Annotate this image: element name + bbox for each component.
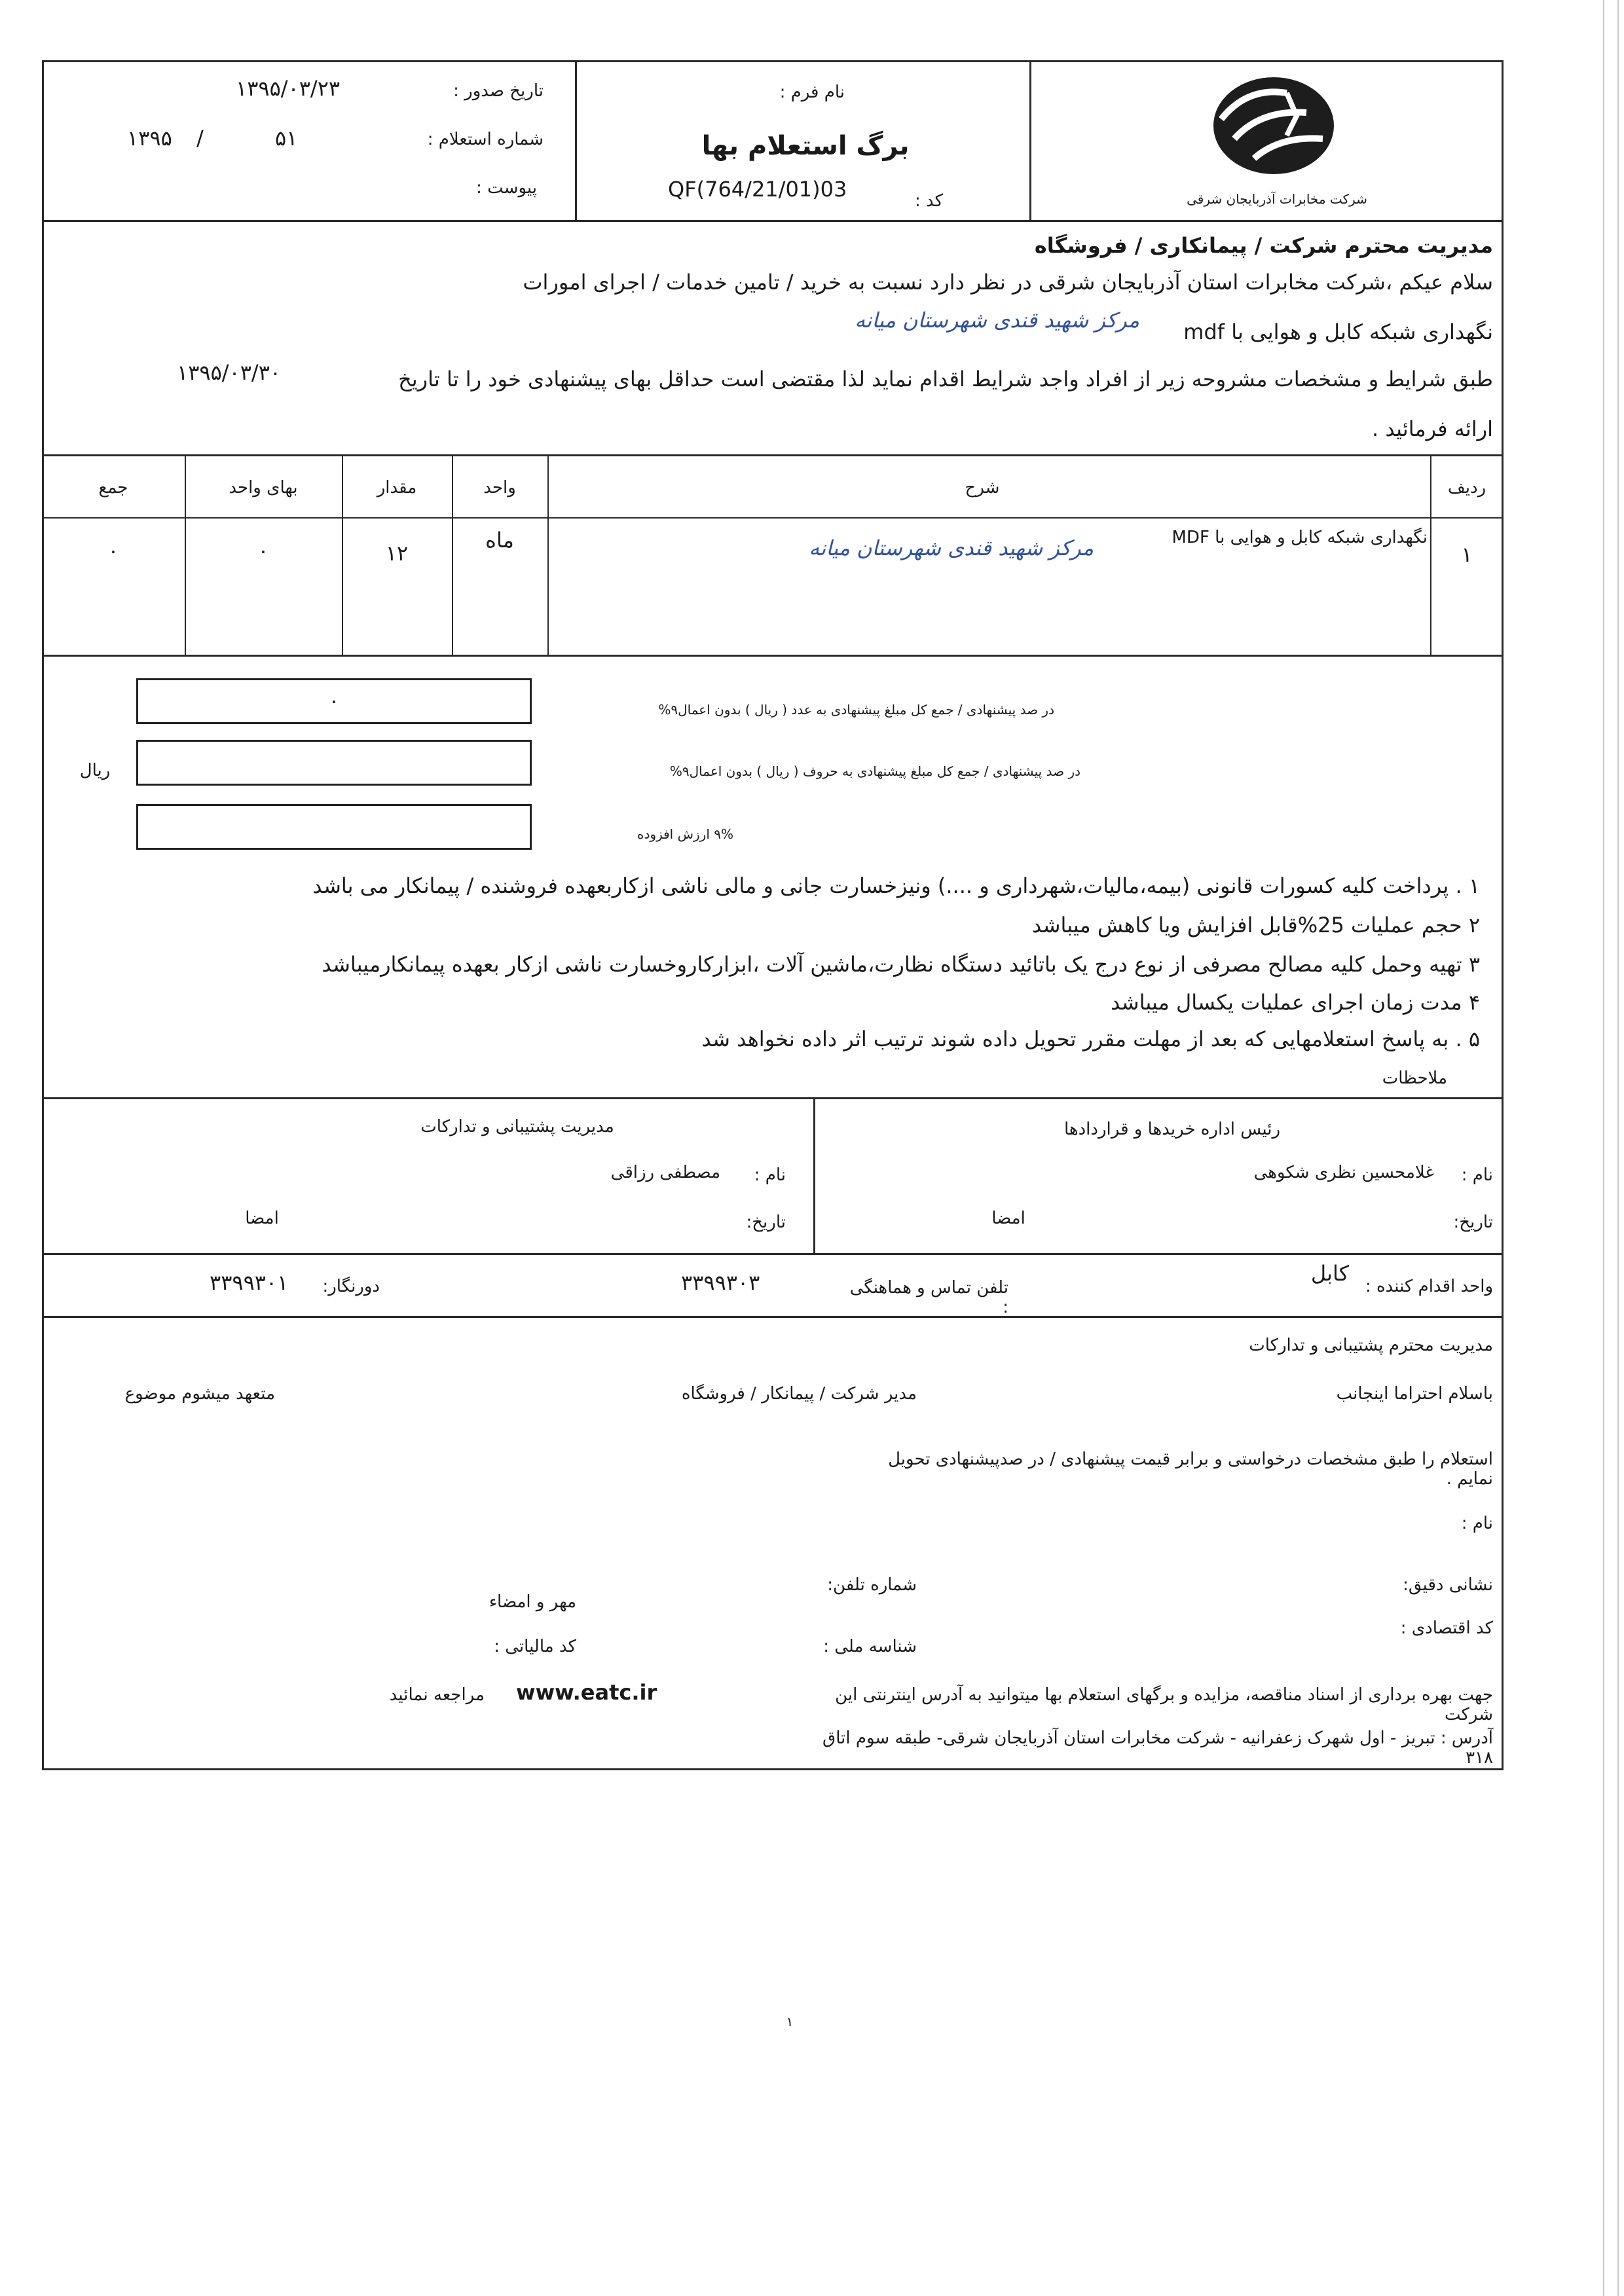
condition-2 — [249, 913, 1480, 938]
inquiry-number-part2: ۱۳۹۵ — [127, 126, 172, 151]
condition-3 — [249, 952, 1480, 977]
condition-1-number: ۱ — [1468, 873, 1480, 898]
condition-4 — [249, 990, 1480, 1015]
sign-left-sign-label: امضا — [245, 1209, 279, 1228]
reply-website-link[interactable]: www.eatc.ir — [516, 1680, 657, 1705]
reply-address-label: نشانی دقیق: — [1403, 1575, 1493, 1595]
company-logo — [1208, 73, 1339, 178]
table-header-rule — [42, 517, 1504, 519]
sign-left-name-label: نام : — [754, 1165, 786, 1185]
header-bottom-rule — [42, 220, 1504, 222]
signature-bottom-rule — [42, 1253, 1504, 1255]
reply-phone-label: شماره تلفن: — [827, 1575, 917, 1595]
td-quantity: ۱۲ — [385, 541, 409, 566]
condition-2-text: حجم عملیات 25%قابل افزایش ویا کاهش میباشد — [1031, 913, 1462, 938]
td-unit-price: ۰ — [257, 538, 269, 563]
intro-line1: سلام عیکم ،شرکت مخابرات استان آذربایجان شرقی در نظر دارد نسبت به خرید / تامین خدمات / اجرای امورات — [523, 270, 1493, 295]
signature-divider — [813, 1097, 815, 1253]
intro-line2: نگهداری شبکه کابل و هوایی با mdf — [1183, 319, 1493, 344]
sign-right-sign-label: امضا — [991, 1209, 1025, 1228]
form-title: برگ استعلام بها — [701, 131, 910, 161]
reply-commit: متعهد میشوم موضوع — [124, 1384, 275, 1404]
intro-deadline-date: ۱۳۹۵/۰۳/۳۰ — [177, 360, 282, 385]
inquiry-number-part1: ۵۱ — [275, 126, 298, 151]
table-col-divider — [1430, 454, 1431, 655]
page-number: ۱ — [786, 2014, 794, 2030]
td-description: نگهداری شبکه کابل و هوایی با MDF — [1172, 528, 1428, 547]
inquiry-number-separator: / — [196, 126, 204, 151]
th-row: ردیف — [1447, 478, 1486, 498]
form-name-label: نام فرم : — [779, 82, 845, 102]
scan-edge-line — [1617, 0, 1619, 2296]
company-name: شرکت مخابرات آذربایجان شرقی — [1187, 191, 1367, 207]
offer-vat-label: ۹% ارزش افزوده — [637, 826, 733, 842]
header-divider-left — [575, 60, 577, 221]
table-col-divider — [547, 454, 549, 655]
contact-unit-label: واحد اقدام کننده : — [1365, 1277, 1493, 1296]
form-code-value: QF(764/21/01)03 — [668, 177, 847, 202]
condition-5-text: . به پاسخ استعلامهایی که بعد از مهلت مقرر تحویل داده شوند ترتیب اثر داده نخواهد شد — [701, 1027, 1462, 1051]
header-divider-right — [1029, 60, 1031, 221]
contact-fax-value: ۳۳۹۹۳۰۱ — [210, 1270, 289, 1295]
table-top-rule — [42, 454, 1504, 456]
inquiry-number-label: شماره استعلام : — [427, 130, 544, 149]
issue-date-label: تاریخ صدور : — [453, 81, 544, 101]
condition-1-text: . پرداخت کلیه کسورات قانونی (بیمه،مالیات،شهرداری و ....) ونیزخسارت جانی و مالی ناشی ازکاربعهده فروشنده / پیمانکار می باشد — [312, 873, 1462, 898]
reply-top-rule — [42, 1316, 1504, 1318]
td-description-handwritten: مرکز شهید قندی شهرستان میانه — [809, 536, 1094, 560]
condition-4-text: مدت زمان اجرای عملیات یکسال میباشد — [1110, 990, 1462, 1015]
contact-unit-value: کابل — [1310, 1261, 1349, 1286]
offer-words-label: در صد پیشنهادی / جمع کل مبلغ پیشنهادی به حروف ( ریال ) بدون اعمال۹% — [669, 763, 1080, 779]
offer-numeric-label: در صد پیشنهادی / جمع کل مبلغ پیشنهادی به عدد ( ریال ) بدون اعمال۹% — [658, 702, 1054, 718]
reply-address: آدرس : تبریز - اول شهرک زعفرانیه - شرکت مخابرات استان آذربایجان شرقی- طبقه سوم اتاق ۳۱۸ — [822, 1728, 1493, 1768]
reply-body: استعلام را طبق مشخصات درخواستی و برابر قیمت پیشنهادی / در صدپیشنهادی تحویل نمایم . — [888, 1449, 1493, 1489]
notes-label: ملاحظات — [1382, 1068, 1447, 1088]
reply-national-id-label: شناسه ملی : — [823, 1637, 917, 1656]
reply-greeting: باسلام احتراما اینجانب — [1336, 1384, 1493, 1404]
signature-top-rule — [42, 1097, 1504, 1099]
sign-right-name-label: نام : — [1461, 1165, 1493, 1185]
offer-numeric-box[interactable] — [136, 678, 532, 724]
sign-left-name: مصطفی رزاقی — [610, 1163, 720, 1182]
scan-edge-line — [1603, 0, 1604, 2296]
th-unit-price: بهای واحد — [229, 478, 298, 498]
td-total: ۰ — [107, 538, 119, 563]
th-unit: واحد — [483, 478, 516, 498]
td-unit: ماه — [485, 528, 514, 553]
intro-line3: طبق شرایط و مشخصات مشروحه زیر از افراد واجد شرایط اقدام نماید لذا مقتضی است حداقل بهای پیشنهادی خود را تا تاریخ — [398, 367, 1493, 392]
sign-left-date-label: تاریخ: — [746, 1212, 786, 1232]
condition-4-number: ۴ — [1468, 990, 1480, 1015]
condition-3-text: تهیه وحمل کلیه مصالح مصرفی از نوع درج یک باتائید دستگاه نظارت،ماشین آلات ،ابزارکاروخسارت ناشی ازکار بعهده پیمانکارمیباشد — [322, 952, 1462, 977]
td-row: ۱ — [1461, 542, 1473, 567]
reply-web-text: جهت بهره برداری از اسناد مناقصه، مزایده و برگهای استعلام بها میتوانید به آدرس اینترنتی این شرکت — [835, 1685, 1493, 1724]
condition-5-number: ۵ — [1468, 1027, 1480, 1051]
th-description: شرح — [965, 478, 1000, 498]
reply-refer-text: مراجعه نمائید — [389, 1685, 485, 1705]
intro-line4: ارائه فرمائید . — [1371, 416, 1493, 441]
condition-1 — [249, 873, 1480, 898]
offer-words-box[interactable] — [136, 740, 532, 786]
reply-seal-label: مهر و امضاء — [489, 1592, 576, 1612]
attachment-label: پیوست : — [476, 178, 537, 198]
th-total: جمع — [98, 478, 128, 498]
sign-right-date-label: تاریخ: — [1453, 1212, 1493, 1232]
intro-handwritten-location: مرکز شهید قندی شهرستان میانه — [855, 308, 1139, 333]
sign-right-name: غلامحسین نظری شکوهی — [1253, 1163, 1434, 1182]
condition-5 — [249, 1027, 1480, 1051]
th-quantity: مقدار — [377, 478, 417, 498]
issue-date-value: ۱۳۹۵/۰۳/۲۳ — [236, 76, 341, 101]
sign-left-title: مدیریت پشتیبانی و تدارکات — [420, 1117, 614, 1137]
sign-right-title: رئیس اداره خریدها و قراردادها — [1063, 1120, 1281, 1139]
form-code-label: کد : — [914, 191, 943, 211]
reply-addressee: مدیریت محترم پشتیبانی و تدارکات — [1249, 1336, 1493, 1355]
contact-phone-value: ۳۳۹۹۳۰۳ — [681, 1270, 760, 1295]
offer-numeric-value: ۰ — [328, 688, 340, 713]
contact-fax-label: دورنگار: — [322, 1277, 380, 1296]
reply-name-label: نام : — [1461, 1514, 1493, 1533]
reply-tax-code-label: کد مالیاتی : — [494, 1637, 576, 1656]
offer-vat-box[interactable] — [136, 804, 532, 850]
condition-2-number: ۲ — [1468, 913, 1480, 938]
table-bottom-rule — [42, 655, 1504, 657]
intro-addressee: مدیریت محترم شرکت / پیمانکاری / فروشگاه — [1034, 233, 1493, 258]
contact-phone-label: تلفن تماس و هماهنگی : — [849, 1278, 1008, 1317]
reply-role: مدیر شرکت / پیمانکار / فروشگاه — [681, 1384, 917, 1404]
offer-currency: ریال — [79, 761, 111, 780]
condition-3-number: ۳ — [1468, 952, 1480, 977]
reply-economic-code-label: کد اقتصادی : — [1400, 1618, 1493, 1638]
